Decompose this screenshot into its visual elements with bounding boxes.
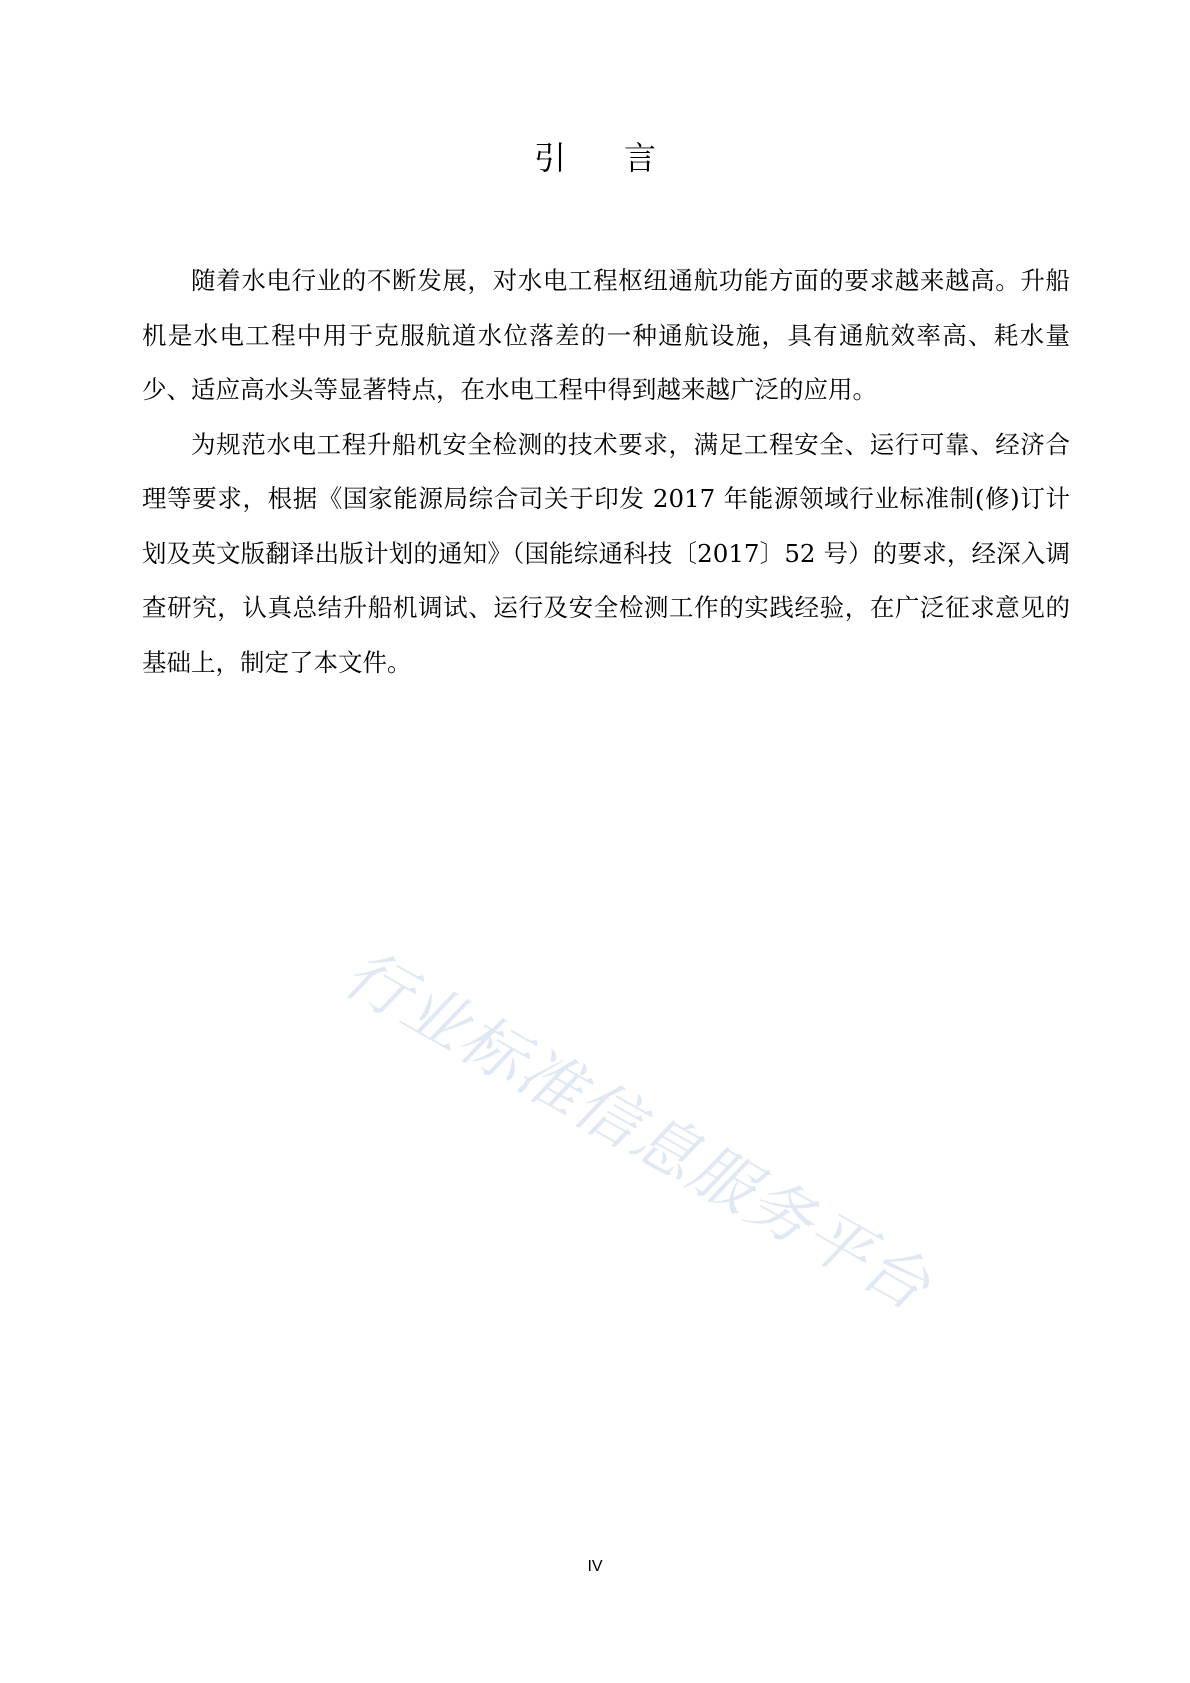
paragraph: 为规范水电工程升船机安全检测的技术要求，满足工程安全、运行可靠、经济合理等要求，根据《国家能源局综合司关于印发 2017 年能源领域行业标准制(修)订计划及英文版翻译出版计划的通知》（国能综通科技〔2017〕52 号）的要求，经深入调查研究，认真总结升船机调试、运行及安全检测工作的实践经验，在广泛征求意见的基础上，制定了本文件。 bbox=[142, 429, 1070, 677]
watermark: 行业标准信息服务平台 bbox=[331, 936, 943, 1326]
page-number: IV bbox=[587, 1558, 603, 1575]
body-text bbox=[142, 254, 1070, 690]
paragraph: 随着水电行业的不断发展，对水电工程枢纽通航功能方面的要求越来越高。升船机是水电工程中用于克服航道水位落差的一种通航设施，具有通航效率高、耗水量少、适应高水头等显著特点，在水电工程中得到越来越广泛的应用。 bbox=[142, 266, 1070, 404]
page-title: 引言 bbox=[533, 139, 714, 177]
